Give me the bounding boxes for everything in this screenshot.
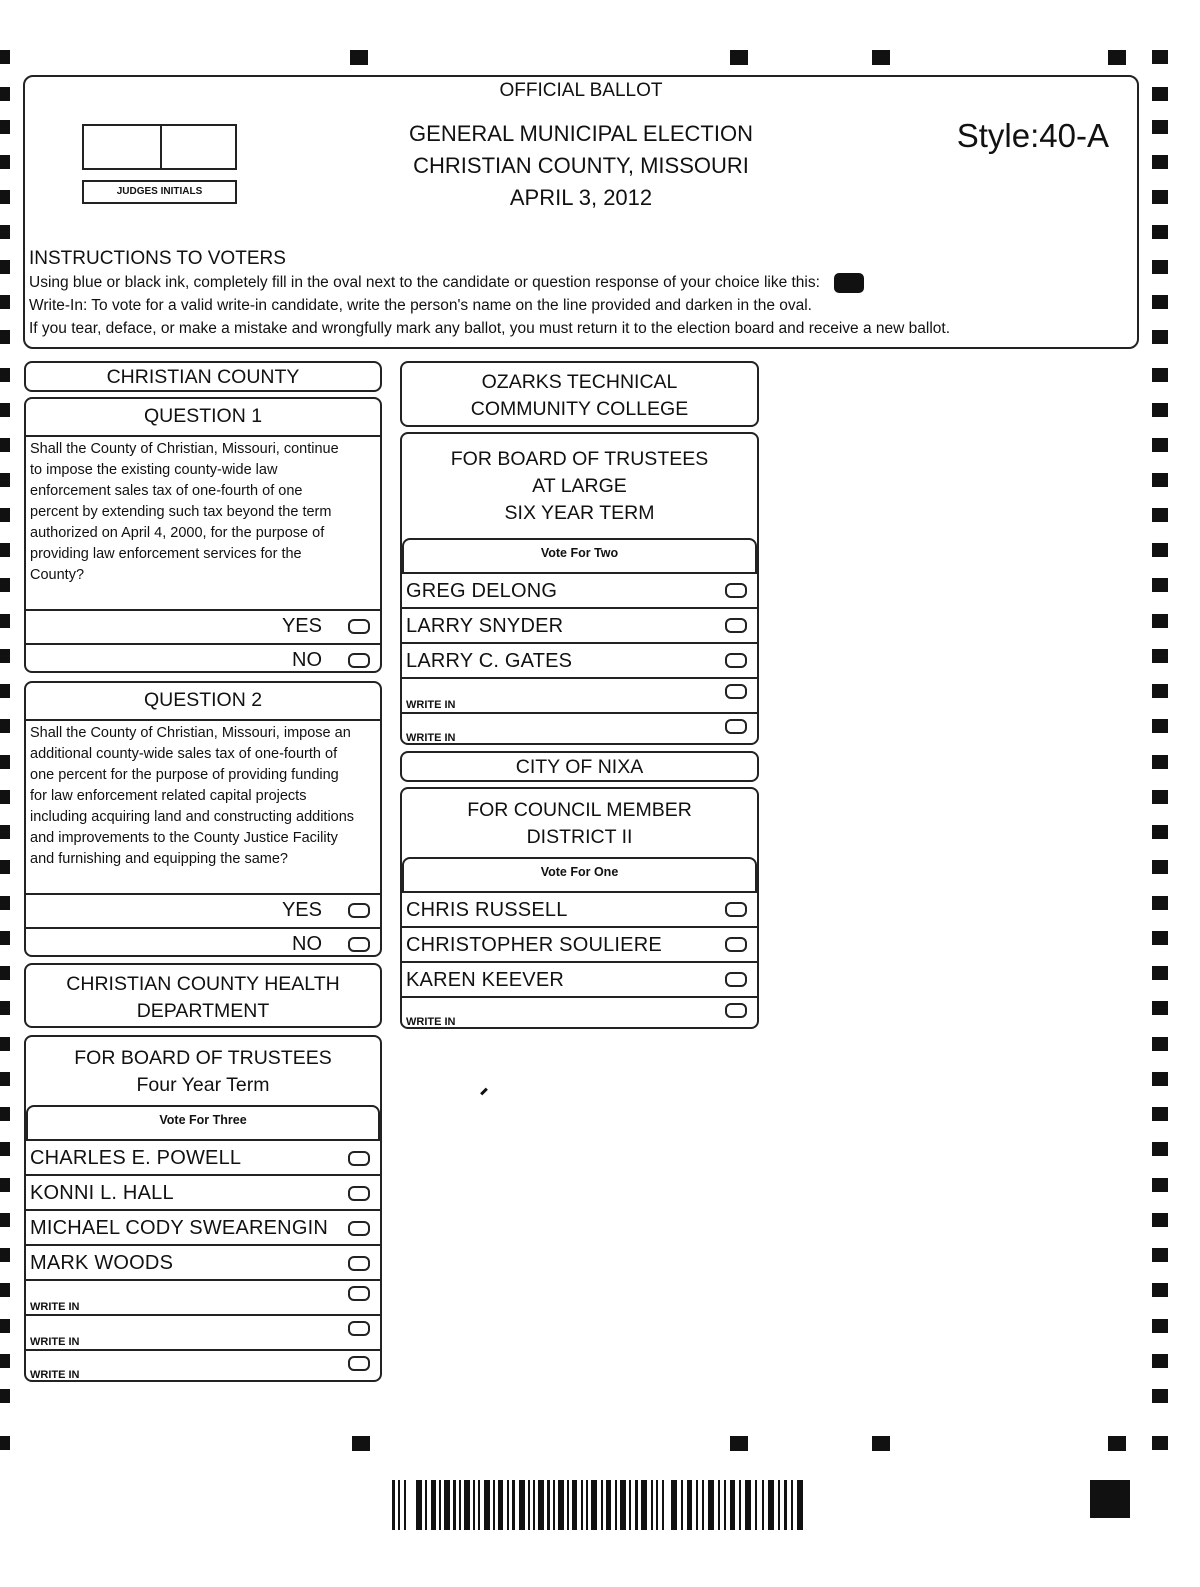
health-write-in-row[interactable] [26, 1314, 380, 1349]
health-write-in-row[interactable] [26, 1349, 380, 1382]
question-1-text-line: to impose the existing county-wide law [30, 462, 278, 478]
question-1-text-line: percent by extending such tax beyond the term [30, 504, 332, 520]
candidate-name: MICHAEL CODY SWEARENGIN [30, 1217, 328, 1239]
health-contest-line-1: FOR BOARD OF TRUSTEES [74, 1047, 332, 1069]
write-in-oval[interactable] [348, 1286, 370, 1301]
instructions-line-2: Write-In: To vote for a valid write-in candidate, write the person's name on the line provided and darken in the oval. [29, 297, 812, 314]
question-2-yes-row[interactable] [26, 893, 380, 927]
health-vote-for-row [26, 1105, 380, 1139]
write-in-oval[interactable] [725, 719, 747, 734]
write-in-label: WRITE IN [406, 732, 456, 744]
otc-contest-line-1: FOR BOARD OF TRUSTEES [450, 448, 709, 470]
otc-write-in-row[interactable] [402, 677, 757, 712]
election-date: APRIL 3, 2012 [509, 185, 653, 210]
otc-title-line-1: OZARKS TECHNICAL [481, 371, 678, 393]
election-county: CHRISTIAN COUNTY, MISSOURI [413, 153, 749, 178]
election-title: GENERAL MUNICIPAL ELECTION [409, 121, 753, 146]
barcode-bars [392, 1480, 803, 1530]
question-1-text-line: Shall the County of Christian, Missouri, continue [30, 441, 339, 457]
otc-candidate-row[interactable] [402, 572, 757, 607]
write-in-label: WRITE IN [406, 699, 456, 711]
question-1-no-oval[interactable] [348, 653, 370, 668]
nixa-write-in-row[interactable] [402, 996, 757, 1029]
health-contest-line-2: Four Year Term [136, 1074, 270, 1096]
candidate-oval[interactable] [725, 618, 747, 633]
nixa-candidate-row[interactable] [402, 961, 757, 996]
question-2 [24, 681, 382, 957]
health-candidate-row[interactable] [26, 1244, 380, 1279]
candidate-oval[interactable] [725, 937, 747, 952]
instructions-line-1-text: Using blue or black ink, completely fill in the oval next to the candidate or question response of your choice like this: [29, 274, 820, 292]
nixa-candidate-row[interactable] [402, 891, 757, 926]
candidate-oval[interactable] [348, 1151, 370, 1166]
question-1-text [30, 439, 339, 586]
question-2-no-label: NO [292, 933, 322, 955]
question-1-no-row[interactable] [26, 643, 380, 673]
question-2-no-oval[interactable] [348, 937, 370, 952]
health-candidate-row[interactable] [26, 1139, 380, 1174]
health-board-contest [24, 1035, 382, 1382]
question-1-text-line: enforcement sales tax of one-fourth of one [30, 483, 303, 499]
otc-candidate-row[interactable] [402, 642, 757, 677]
question-2-text [30, 723, 354, 870]
otc-candidate-row[interactable] [402, 607, 757, 642]
write-in-oval[interactable] [348, 1321, 370, 1336]
instructions-line-1 [29, 273, 864, 293]
candidate-name: MARK WOODS [30, 1252, 174, 1274]
question-2-text-line: one percent for the purpose of providing funding [30, 767, 339, 783]
nixa-vote-for-row [402, 857, 757, 891]
health-vote-for: Vote For Three [159, 1113, 247, 1127]
stray-mark [480, 1088, 488, 1096]
candidate-oval[interactable] [725, 653, 747, 668]
candidate-name: GREG DELONG [406, 580, 558, 602]
write-in-oval[interactable] [348, 1356, 370, 1371]
question-1-yes-label: YES [281, 615, 322, 637]
filled-oval-example [834, 273, 864, 293]
candidate-name: CHARLES E. POWELL [30, 1147, 242, 1169]
candidate-name: CHRIS RUSSELL [406, 899, 568, 921]
candidate-name: LARRY C. GATES [406, 650, 573, 672]
question-2-yes-label: YES [281, 899, 322, 921]
otc-write-in-row[interactable] [402, 712, 757, 745]
question-2-text-line: including acquiring land and constructing additions [30, 809, 355, 825]
nixa-council-contest [400, 787, 759, 1029]
question-2-text-line: additional county-wide sales tax of one-fourth of [30, 746, 338, 762]
ballot-header [23, 75, 1139, 349]
instructions-line-3: If you tear, deface, or make a mistake and wrongfully mark any ballot, you must return it to the election board and receive a new ballot. [29, 320, 951, 337]
question-1-title: QUESTION 1 [143, 405, 263, 427]
candidate-name: KAREN KEEVER [406, 969, 565, 991]
candidate-name: KONNI L. HALL [30, 1182, 174, 1204]
otc-vote-for-row [402, 538, 757, 572]
write-in-label: WRITE IN [30, 1301, 80, 1313]
candidate-oval[interactable] [348, 1186, 370, 1201]
otc-contest-line-2: AT LARGE [532, 475, 627, 497]
write-in-oval[interactable] [725, 684, 747, 699]
question-1-yes-oval[interactable] [348, 619, 370, 634]
health-title-line-1: CHRISTIAN COUNTY HEALTH [66, 973, 340, 995]
otc-header [400, 361, 759, 427]
question-2-text-line: and furnishing and equipping the same? [30, 851, 288, 867]
question-1 [24, 397, 382, 673]
otc-title-line-2: COMMUNITY COLLEGE [470, 398, 689, 420]
barcode [390, 1480, 810, 1532]
health-title-line-2: DEPARTMENT [136, 1000, 270, 1022]
official-ballot-label: OFFICIAL BALLOT [499, 80, 663, 101]
question-1-text-line: authorized on April 4, 2000, for the purpose of [30, 525, 325, 541]
question-1-no-label: NO [292, 649, 322, 671]
question-1-text-line: County? [30, 567, 85, 583]
candidate-oval[interactable] [348, 1221, 370, 1236]
health-write-in-row[interactable] [26, 1279, 380, 1314]
write-in-label: WRITE IN [406, 1016, 456, 1028]
candidate-oval[interactable] [348, 1256, 370, 1271]
candidate-oval[interactable] [725, 902, 747, 917]
question-2-yes-oval[interactable] [348, 903, 370, 918]
question-2-no-row[interactable] [26, 927, 380, 957]
candidate-name: CHRISTOPHER SOULIERE [406, 934, 662, 956]
question-2-text-line: and improvements to the County Justice Facility [30, 830, 338, 846]
nixa-contest-line-2: DISTRICT II [526, 826, 633, 848]
otc-vote-for: Vote For Two [540, 546, 619, 560]
write-in-label: WRITE IN [30, 1336, 80, 1348]
nixa-vote-for: Vote For One [540, 865, 619, 879]
question-1-text-line: providing law enforcement services for the [30, 546, 302, 562]
nixa-contest-line-1: FOR COUNCIL MEMBER [467, 799, 692, 821]
otc-board-contest [400, 432, 759, 745]
health-department-header [24, 963, 382, 1028]
question-1-yes-row[interactable] [26, 609, 380, 643]
question-2-text-line: Shall the County of Christian, Missouri, impose an [30, 725, 351, 741]
judges-initials-label: JUDGES INITIALS [82, 180, 237, 204]
health-candidate-row[interactable] [26, 1209, 380, 1244]
nixa-title: CITY OF NIXA [515, 756, 644, 778]
candidate-oval[interactable] [725, 972, 747, 987]
christian-county-header [24, 361, 382, 392]
question-2-title: QUESTION 2 [143, 689, 263, 711]
ballot-style: Style:40-A [956, 117, 1109, 154]
question-2-text-line: for law enforcement related capital projects [30, 788, 307, 804]
christian-county-title: CHRISTIAN COUNTY [106, 366, 300, 388]
candidate-name: LARRY SNYDER [406, 615, 564, 637]
judges-initials-box[interactable] [82, 124, 237, 170]
nixa-header [400, 751, 759, 782]
instructions-title: INSTRUCTIONS TO VOTERS [29, 248, 286, 269]
write-in-label: WRITE IN [30, 1369, 80, 1381]
health-candidate-row[interactable] [26, 1174, 380, 1209]
otc-contest-line-3: SIX YEAR TERM [504, 502, 655, 524]
write-in-oval[interactable] [725, 1003, 747, 1018]
nixa-candidate-row[interactable] [402, 926, 757, 961]
candidate-oval[interactable] [725, 583, 747, 598]
